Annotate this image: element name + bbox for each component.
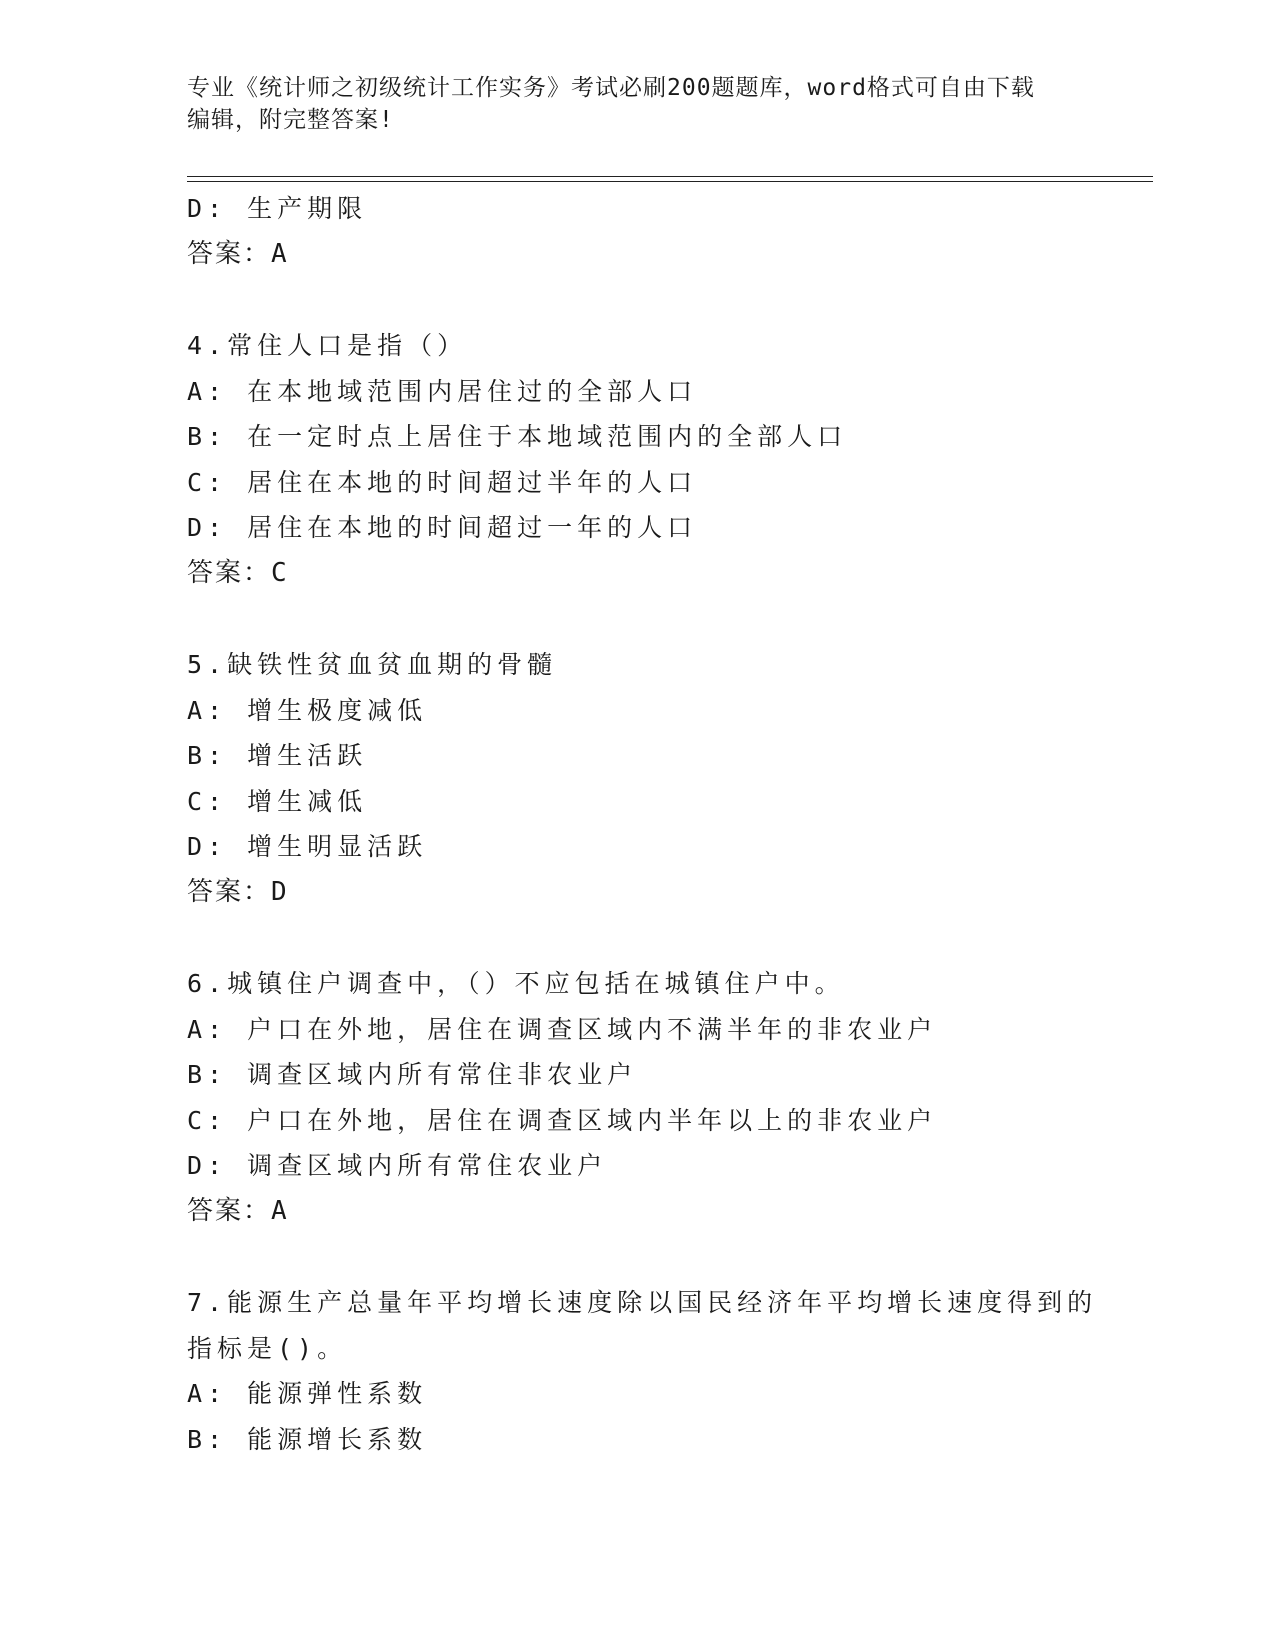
header-line-1: 专业《统计师之初级统计工作实务》考试必刷200题题库，word格式可自由下载 xyxy=(187,75,1035,101)
question-stem: 4.常住人口是指（） xyxy=(187,331,468,360)
question-7 xyxy=(187,1280,1137,1462)
header-divider-bottom xyxy=(187,181,1153,182)
spacer xyxy=(187,915,1137,961)
option-c: C: 居住在本地的时间超过半年的人口 xyxy=(187,467,698,497)
option-b: B: 能源增长系数 xyxy=(187,1424,428,1454)
question-stem-continued: 指标是()。 xyxy=(187,1333,348,1363)
option-a: A: 能源弹性系数 xyxy=(187,1379,428,1408)
answer-line: 答案：A xyxy=(187,1195,289,1226)
question-stem: 5.缺铁性贫血贫血期的骨髓 xyxy=(187,650,558,679)
question-4 xyxy=(187,323,1137,596)
question-6 xyxy=(187,961,1137,1234)
question-stem: 7.能源生产总量年平均增长速度除以国民经济年平均增长速度得到的 xyxy=(187,1288,1098,1317)
option-d: D: 居住在本地的时间超过一年的人口 xyxy=(187,513,698,542)
option-b: B: 调查区域内所有常住非农业户 xyxy=(187,1060,638,1089)
answer-line: 答案：D xyxy=(187,876,289,907)
question-content xyxy=(187,186,1137,1462)
answer-line: 答案：C xyxy=(187,557,289,588)
option-d: D: 增生明显活跃 xyxy=(187,832,428,861)
option-b: B: 增生活跃 xyxy=(187,741,368,770)
option-a: A: 户口在外地，居住在调查区域内不满半年的非农业户 xyxy=(187,1014,938,1044)
header-divider-top xyxy=(187,176,1153,177)
option-c: C: 户口在外地，居住在调查区域内半年以上的非农业户 xyxy=(187,1105,938,1135)
question-fragment xyxy=(187,186,1137,277)
answer-line: 答案：A xyxy=(187,238,289,269)
question-5 xyxy=(187,642,1137,915)
option-c: C: 增生减低 xyxy=(187,786,368,816)
page-header xyxy=(187,72,1087,136)
option-d: D: 生产期限 xyxy=(187,194,368,223)
option-a: A: 在本地域范围内居住过的全部人口 xyxy=(187,376,698,406)
spacer xyxy=(187,277,1137,323)
header-line-2: 编辑，附完整答案! xyxy=(187,107,394,133)
option-a: A: 增生极度减低 xyxy=(187,695,428,725)
spacer xyxy=(187,596,1137,642)
question-stem: 6.城镇住户调查中，（）不应包括在城镇住户中。 xyxy=(187,969,845,998)
option-d: D: 调查区域内所有常住农业户 xyxy=(187,1151,608,1180)
option-b: B: 在一定时点上居住于本地域范围内的全部人口 xyxy=(187,422,848,451)
spacer xyxy=(187,1234,1137,1280)
